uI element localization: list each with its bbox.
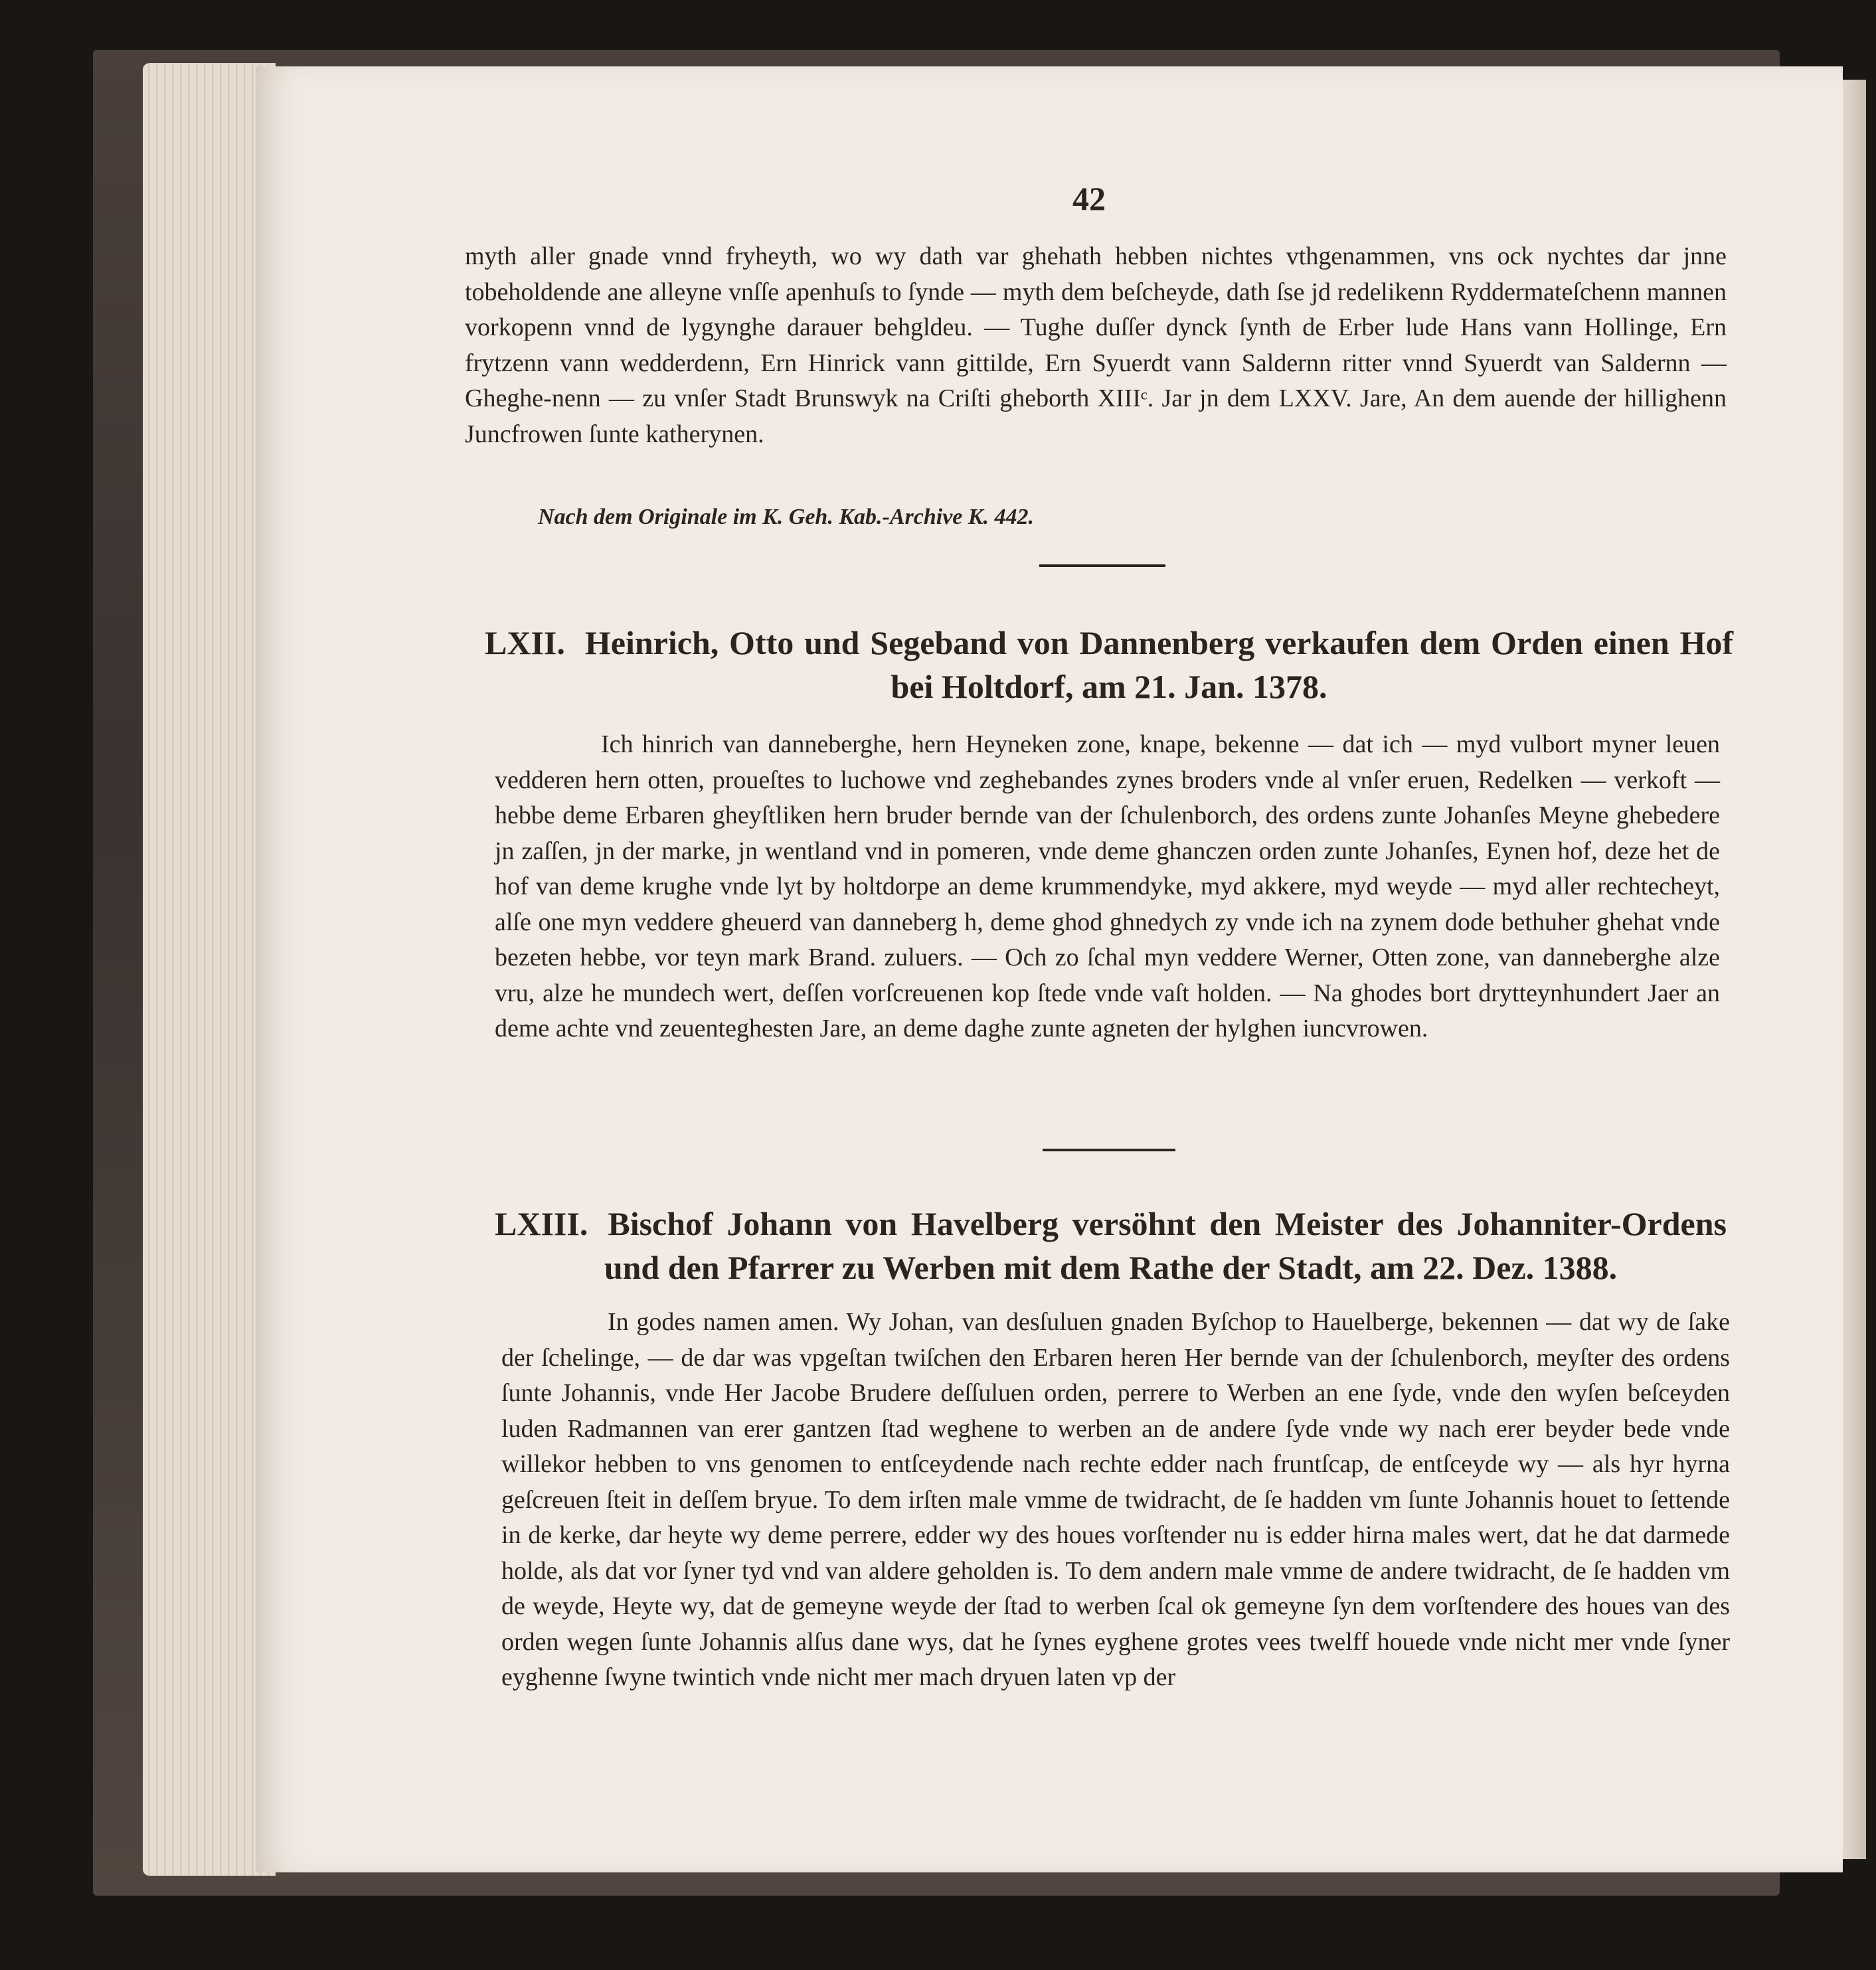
document-paragraph: In godes namen amen. Wy Johan, van desſuluen gnaden Byſchop to Hauelberge, bekennen — dat wy de ſake der ſchelinge, — de dar was vpgeſtan twiſchen den Erbaren heren Her bernde van der ſchulenborch, meyſter des ordens ſunte Johannis, vnde Her Jacobe Brudere deſſuluen orden, perrere to Werben an ene ſyde, vnde den wyſen beſceyden luden Radmannen van erer gantzen ſtad weghene to werben an de andere ſyde vnde wy nach erer beyder bede vnde willekor hebben to vns genomen to entſceydende nach rechte edder nach fruntſcap, de entſceyde wy — als hyr hyrna geſcreuen ſteit in deſſem bryue. To dem irſten male vmme de twidracht, de ſe hadden vm ſunte Johannis houet to ſettende in de kerke, dar heyte wy deme perrere, edder wy des houes vorſtender nu is edder hirna males wert, dat he dat darmede holde, als dat vor ſyner tyd vnd van aldere geholden is. To dem andern male vmme de andere twidracht, de ſe hadden vm de weyde, Heyte wy, dat de gemeyne weyde der ſtad to werben ſcal ok gemeyne ſyn dem vorſtendere des houes van des orden wegen ſunte Johannis alſus dane wys, dat he ſynes eyghene grotes vees twelff houede vnde nicht mer vnde ſyner eyghenne ſwyne twintich vnde nicht mer mach dryuen laten vp der (501, 1308, 1730, 1691)
document-number: LXIII. (495, 1205, 588, 1242)
right-page-edge (1839, 80, 1866, 1859)
document-title: Heinrich, Otto und Segeband von Dannenberg verkaufen dem Orden einen Hof bei Holtdorf, am 21. Jan. 1378. (584, 624, 1733, 705)
document-heading-lxii (485, 621, 1733, 708)
document-number: LXII. (485, 624, 565, 661)
section-divider (1043, 1149, 1175, 1151)
section-divider (1039, 564, 1165, 567)
continuation-text (465, 239, 1727, 452)
document-body-lxii (495, 727, 1720, 1047)
continuation-paragraph: myth aller gnade vnnd fryheyth, wo wy dath var ghehath hebben nichtes vthgenammen, vns ock nychtes dar jnne tobeholdende ane alleyne vnſſe apenhuſs to ſynde — myth dem beſcheyde, dath ſse jd redelikenn Ryddermateſchenn mannen vorkopenn vnnd de lygynghe darauer behgldeu. — Tughe duſſer dynck ſynth de Erber lude Hans vann Hollinge, Ern frytzenn vann wedderdenn, Ern Hinrick vann gittilde, Ern Syuerdt vann Saldernn ritter vnnd Syuerdt van Saldernn — Gheghe-nenn — zu vnſer Stadt Brunswyk na Criſti gheborth XIIIᶜ. Jar jn dem LXXV. Jare, An dem auende der hillighenn Juncfrowen ſunte katherynen. (465, 242, 1727, 448)
document-body-lxiii (501, 1305, 1730, 1696)
document-paragraph: Ich hinrich van danneberghe, hern Heyneken zone, knape, bekenne — dat ich — myd vulbort myner leuen vedderen hern otten, proueſtes to luchowe vnd zeghebandes zynes broders vnde al vnſer eruen, Redelken — verkoft — hebbe deme Erbaren gheyſtliken hern bruder bernde van der ſchulenborch, des ordens zunte Johanſes Meyne ghebedere jn zaſſen, jn der marke, jn wentland vnd in pomeren, vnde deme ghanczen orden zunte Johanſes, Eynen hof, deze het de hof van deme krughe vnde lyt by holtdorpe an deme krummendyke, myd akkere, myd weyde — myd aller rechtecheyt, alſe one myn veddere gheuerd van danneberg h, deme ghod ghnedych zy vnde ich na zynem dode bethuher ghehat vnde bezeten hebbe, vor teyn mark Brand. zuluers. — Och zo ſchal myn veddere Werner, Otten zone, van danneberghe alze vru, alze he mundech wert, deſſen vorſcreuenen kop ſtede vnde vaſt holden. — Na ghodes bort drytteynhundert Jaer an deme achte vnd zeuenteghesten Jare, an deme daghe zunte agneten der hylghen iuncvrowen. (495, 730, 1720, 1042)
source-note: Nach dem Originale im K. Geh. Kab.-Archive K. 442. (538, 505, 1035, 529)
document-heading-lxiii (495, 1202, 1727, 1289)
page-number: 42 (1072, 180, 1106, 217)
document-title: Bischof Johann von Havelberg versöhnt den Meister des Johanniter-Ordens und den Pfarrer zu Werben mit dem Rathe der Stadt, am 22. Dez. 1388. (604, 1205, 1727, 1286)
